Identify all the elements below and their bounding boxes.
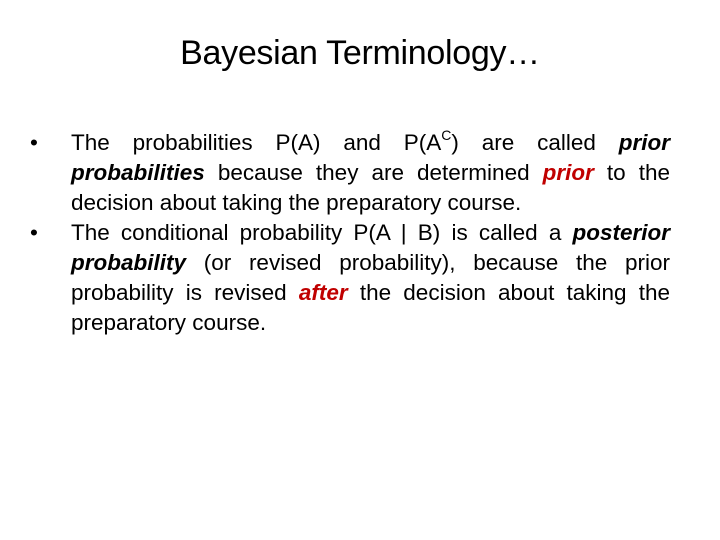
- bullet1-text-4: to the decision about taking the preparatory course.: [71, 160, 670, 215]
- bullet-dot: •: [30, 220, 38, 245]
- bullet-dot: •: [30, 130, 38, 155]
- bullet-prior-probabilities: [30, 128, 670, 218]
- bullet1-text-2: ) are called: [451, 130, 619, 155]
- term-posterior-probability: posterior probability: [71, 220, 670, 275]
- slide-title: Bayesian Terminology…: [180, 34, 540, 72]
- bullet2-text-2: (or revised probability), because the prior probability is revised: [71, 250, 670, 305]
- emphasis-after: after: [298, 280, 348, 305]
- term-prior-probabilities: prior probabilities: [71, 130, 670, 185]
- bullet-posterior-probability: [30, 218, 670, 338]
- bullet2-text-1: The conditional probability P(A | B) is called a: [71, 220, 573, 245]
- complement-superscript: C: [441, 126, 452, 143]
- bullet1-text-3: because they are determined: [204, 160, 543, 185]
- bullet2-text-3: the decision about taking the preparatory course.: [71, 280, 670, 335]
- bullet1-text-1: The probabilities P(A) and P(A: [71, 130, 442, 155]
- bullet-list: [30, 128, 670, 338]
- emphasis-prior: prior: [542, 160, 594, 185]
